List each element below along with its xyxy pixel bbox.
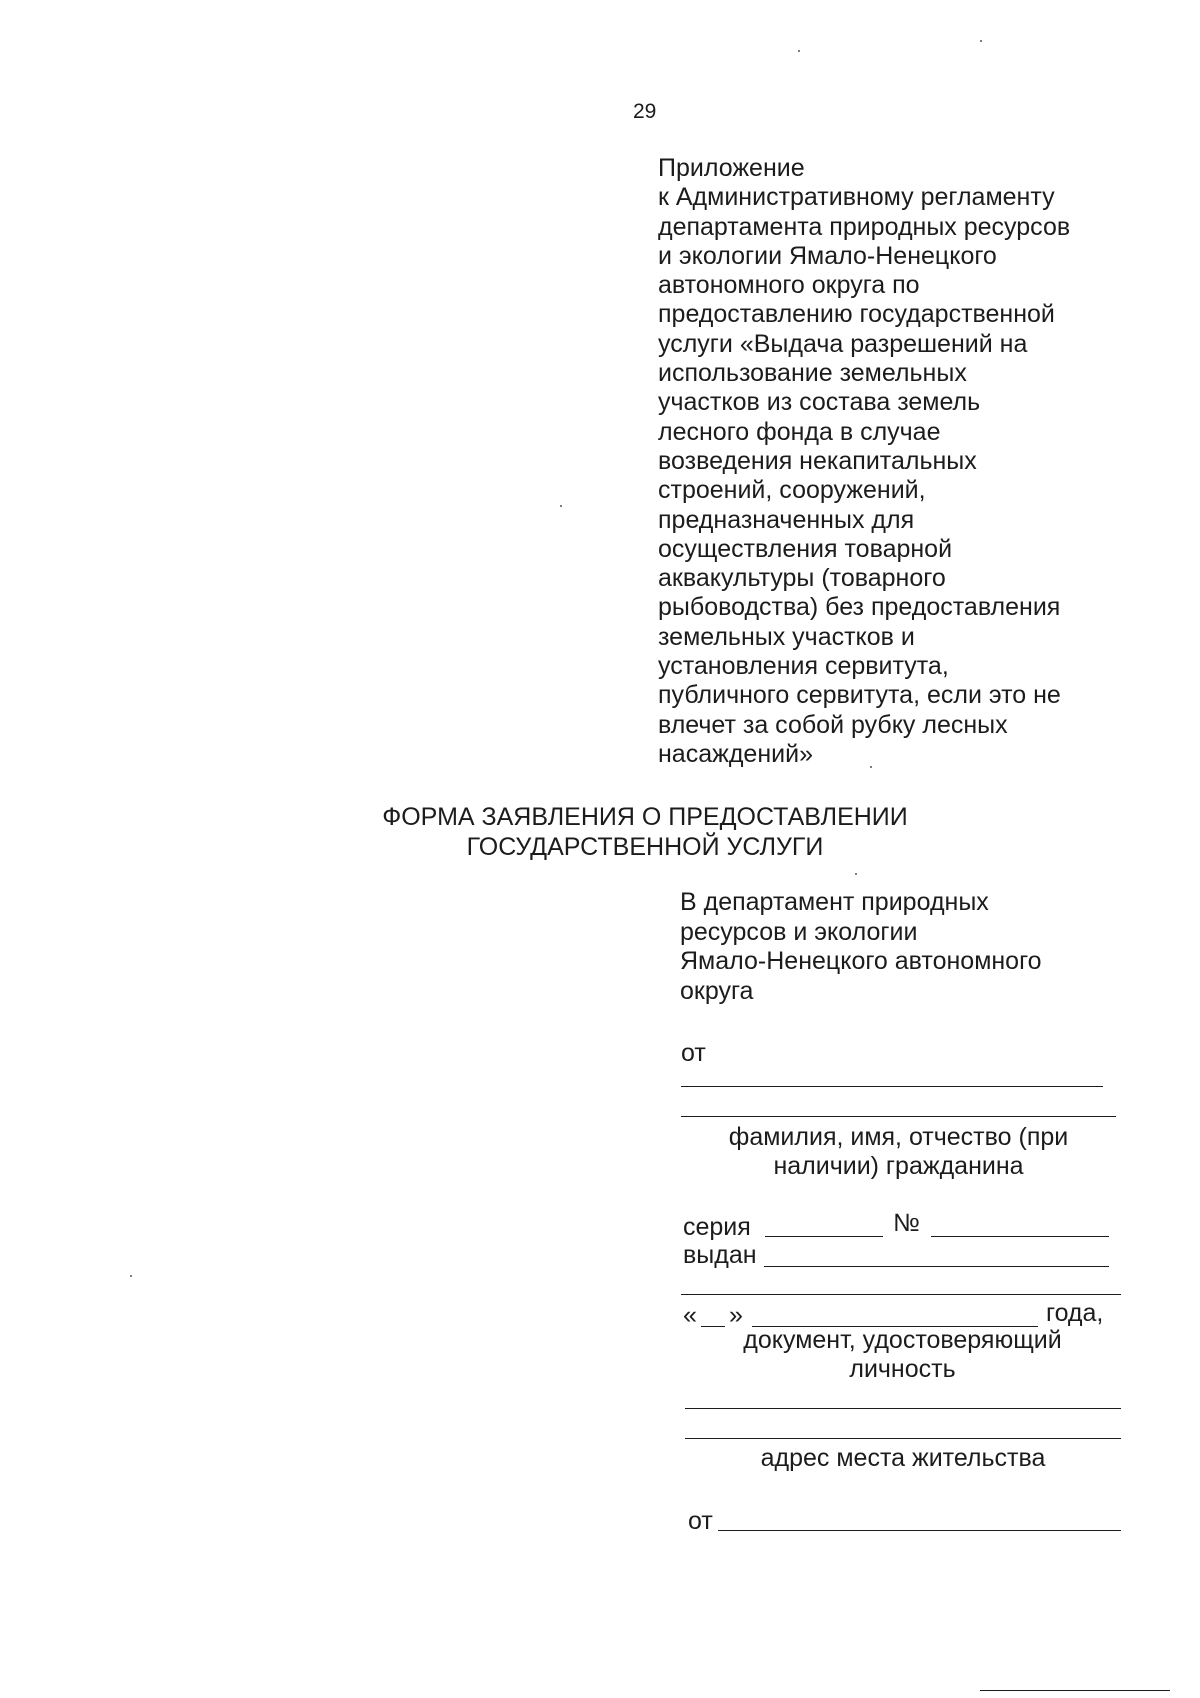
from-label: от xyxy=(681,1039,706,1067)
appendix-line: земельных участков и xyxy=(658,622,915,651)
appendix-line: публичного сервитута, если это не xyxy=(658,681,1061,710)
appendix-line: предназначенных для xyxy=(658,505,915,534)
address-line-1[interactable] xyxy=(685,1408,1121,1409)
applicant-name-line-1[interactable] xyxy=(681,1086,1103,1087)
appendix-line: лесного фонда в случае xyxy=(658,417,941,446)
date-close-quote: » xyxy=(729,1301,743,1329)
series-label: серия xyxy=(683,1213,751,1241)
appendix-line: услуги «Выдача разрешений на xyxy=(658,329,1028,358)
name-caption-line: фамилия, имя, отчество (при xyxy=(728,1123,1069,1151)
from-label-2: от xyxy=(688,1507,713,1535)
addressee-block xyxy=(680,888,1120,1006)
id-caption-line: документ, удостоверяющий xyxy=(743,1326,1062,1354)
appendix-line: департамента природных ресурсов xyxy=(658,212,1071,241)
appendix-line: установления сервитута, xyxy=(658,652,949,681)
address-caption: адрес места жительства xyxy=(760,1444,1046,1472)
appendix-line: строений, сооружений, xyxy=(658,476,926,505)
address-line-2[interactable] xyxy=(685,1438,1121,1439)
scan-speck xyxy=(980,40,982,42)
addressee-line: ресурсов и экологии xyxy=(680,917,918,946)
page-number: 29 xyxy=(633,100,657,123)
scan-speck xyxy=(560,505,562,507)
scan-speck xyxy=(855,873,857,875)
id-caption xyxy=(715,1326,1090,1384)
scan-speck xyxy=(130,1275,132,1277)
date-open-quote: « xyxy=(683,1301,697,1329)
addressee-line: В департамент природных xyxy=(680,888,989,916)
number-field[interactable] xyxy=(931,1236,1109,1237)
name-caption xyxy=(681,1123,1116,1181)
issued-field-line-2[interactable] xyxy=(681,1294,1121,1295)
issued-label: выдан xyxy=(683,1241,757,1269)
form-title-line: ГОСУДАРСТВЕННОЙ УСЛУГИ xyxy=(466,833,824,861)
number-label: № xyxy=(893,1209,920,1237)
series-field[interactable] xyxy=(765,1236,883,1237)
applicant-name-line-2[interactable] xyxy=(681,1116,1116,1117)
year-label: года, xyxy=(1046,1299,1104,1327)
appendix-line: предоставлению государственной xyxy=(658,300,1055,329)
appendix-line: участков из состава земель xyxy=(658,388,981,417)
bottom-edge-line xyxy=(980,1690,1170,1691)
appendix-line: и экологии Ямало-Ненецкого xyxy=(658,241,997,270)
appendix-line: к Административному регламенту xyxy=(658,183,1055,212)
appendix-line: автономного округа по xyxy=(658,271,920,300)
appendix-line: возведения некапитальных xyxy=(658,446,977,475)
addressee-line: округа xyxy=(680,976,754,1005)
appendix-line: насаждений» xyxy=(658,739,813,768)
issued-field[interactable] xyxy=(764,1266,1109,1267)
id-caption-line: личность xyxy=(849,1355,956,1383)
appendix-line: влечет за собой рубку лесных xyxy=(658,710,1008,739)
appendix-line: осуществления товарной xyxy=(658,534,953,563)
appendix-header xyxy=(658,154,1118,769)
form-title-line: ФОРМА ЗАЯВЛЕНИЯ О ПРЕДОСТАВЛЕНИИ xyxy=(382,803,908,831)
name-caption-line: наличии) гражданина xyxy=(773,1152,1024,1180)
addressee-line: Ямало-Ненецкого автономного xyxy=(680,947,1042,975)
form-title xyxy=(300,802,990,862)
appendix-line: аквакультуры (товарного xyxy=(658,564,946,593)
appendix-line: использование земельных xyxy=(658,359,967,388)
scan-speck xyxy=(798,50,800,52)
appendix-line: Приложение xyxy=(658,154,805,182)
scan-speck xyxy=(870,766,872,768)
from-field-2[interactable] xyxy=(718,1530,1121,1531)
appendix-line: рыбоводства) без предоставления xyxy=(658,593,1061,622)
